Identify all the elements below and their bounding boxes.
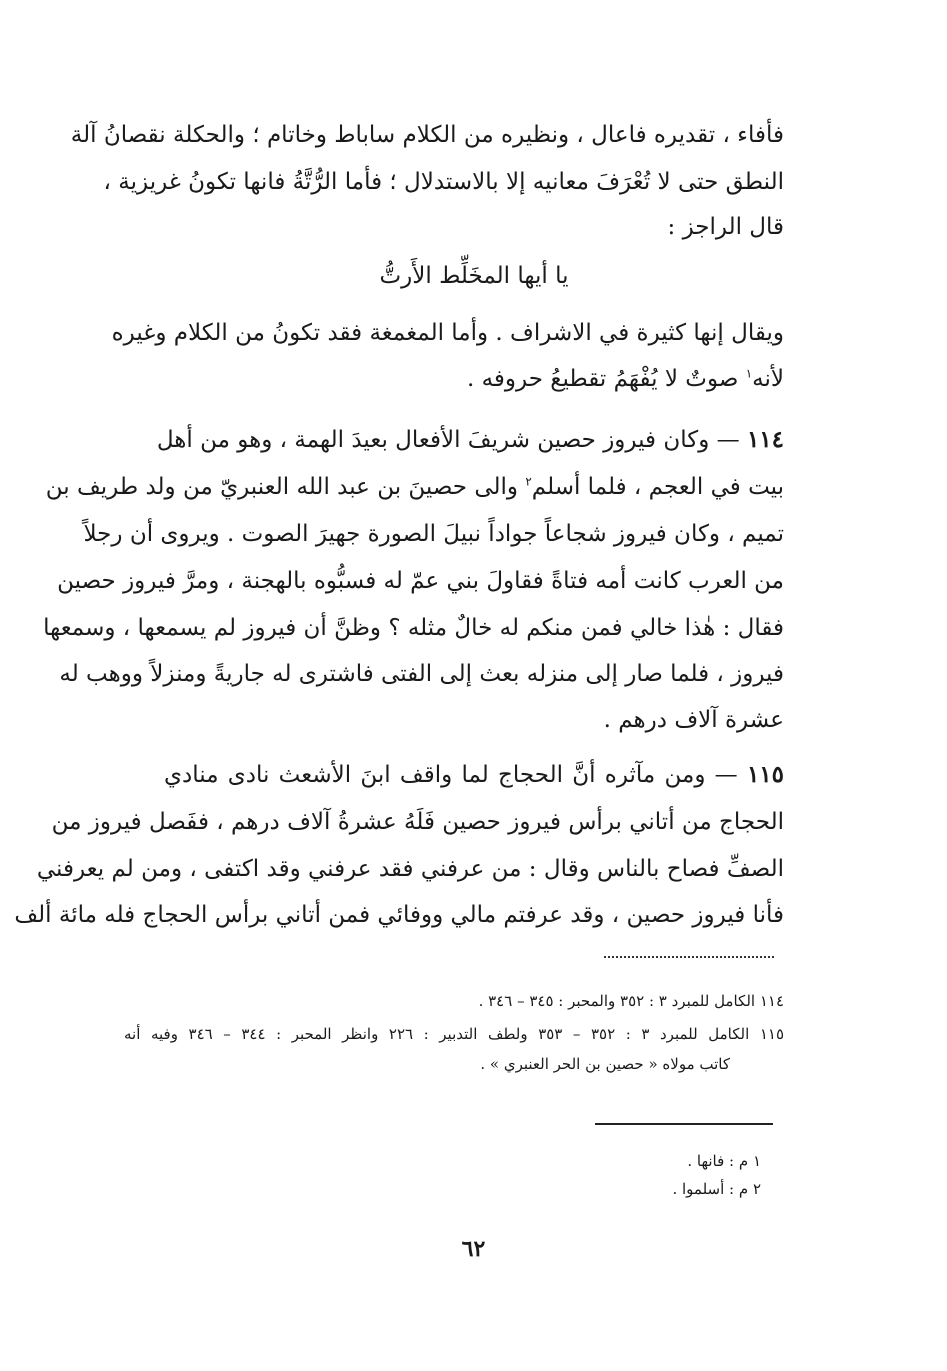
body-line-text: — ومن مآثره أنَّ الحجاج لما واقف ابنَ الأشعث نادى منادي [164,762,738,788]
body-line: فأنا فيروز حصين ، وقد عرفتم مالي ووفائي فمن أتاني برأس الحجاج فله مائة ألف [14,902,784,928]
body-line-text: والى حصينَ بن عبد الله العنبريّ من ولد طريف بن [45,474,526,500]
note-ref-prefix: لأنه [752,366,784,392]
notes-separator-line [595,1123,773,1125]
footnote-ref-1: ١ [745,366,753,381]
paragraph-number: ١١٤ [746,426,784,453]
body-line: تميم ، وكان فيروز شجاعاً جواداً نبيلَ الصورة جهيرَ الصوت . ويروى أن رجلاً [83,521,784,547]
footnote-continuation: كاتب مولاه « حصين بن الحر العنبري » . [480,1055,730,1073]
body-line: ويقال إنها كثيرة في الاشراف . وأما المغمغة فقد تكونُ من الكلام وغيره [111,320,784,346]
body-line [164,356,784,402]
footnote: ١١٤ الكامل للمبرد ٣ : ٣٥٢ والمحبر : ٣٤٥ – ٣٤٦ . [478,992,784,1010]
body-line: فقال : هٰذا خالي فمن منكم له خالٌ مثله ؟ وظنَّ أن فيروز لم يسمعها ، وسمعها [43,615,784,641]
body-line-text: بيت في العجم ، فلما أسلم [531,474,784,500]
body-line: النطق حتى لا تُعْرَفَ معانيه إلا بالاستدلال ؛ فأما الرُّتَّةُ فانها تكونُ غريزية ، [103,169,784,195]
footnote-ref-2: ٢ [525,474,532,489]
body-line: الصفِّ فصاح بالناس وقال : من عرفني فقد عرفني وقد اكتفى ، ومن لم يعرفني [36,856,784,882]
paragraph-number: ١١٥ [746,761,785,788]
body-line [45,464,784,510]
body-line: فأفاء ، تقديره فاعال ، ونظيره من الكلام ساباط وخاتام ؛ والحكلة نقصانُ آلة [70,122,784,148]
body-line [156,417,784,463]
variant-note: ١ م : فانها . [687,1152,761,1170]
body-line: الحجاج من أتاني برأس فيروز حصين فَلَهُ عشرةُ آلاف درهم ، ففَصل فيروز من [51,809,784,835]
verse-line: يا أيها المخَلِّط الأَرتُّ [379,263,569,289]
body-line: عشرة آلاف درهم . [603,707,784,733]
body-line: من العرب كانت أمه فتاةً فقاولَ بني عمّ له فسبُّوه بالهجنة ، ومرَّ فيروز حصين [57,568,784,594]
footnote-separator-dotted [604,956,774,958]
variant-note: ٢ م : أسلموا . [672,1180,761,1198]
body-line-text: صوتٌ لا يُفْهَمُ تقطيعُ حروفه . [466,366,739,392]
body-line: فيروز ، فلما صار إلى منزله بعث إلى الفتى فاشترى له جاريةً ومنزلاً ووهب له [59,661,784,687]
page-number: ٦٢ [461,1236,486,1262]
body-line-text: — وكان فيروز حصين شريفَ الأفعال بعيدَ الهمة ، وهو من أهل [156,427,740,453]
body-line [164,752,784,798]
footnote: ١١٥ الكامل للمبرد ٣ : ٣٥٢ – ٣٥٣ ولطف التدبير : ٢٢٦ وانظر المحبر : ٣٤٤ – ٣٤٦ وفيه أنه [124,1025,784,1043]
body-line: قال الراجز : [667,214,784,240]
